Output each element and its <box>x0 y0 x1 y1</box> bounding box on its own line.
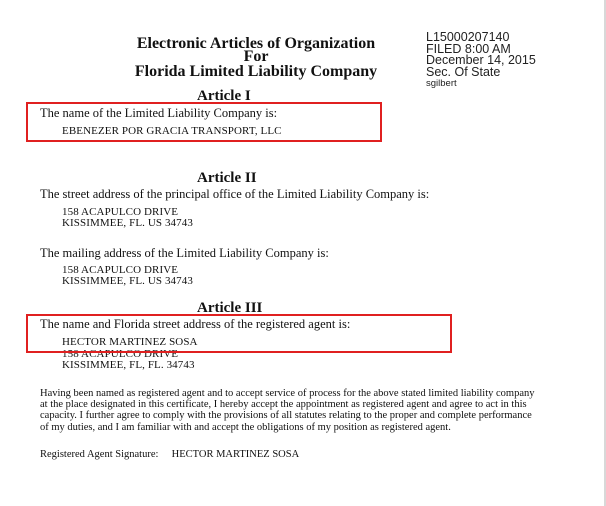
document-title: Electronic Articles of Organization <box>136 35 376 52</box>
registered-agent-address-line2: KISSIMMEE, FL, FL. 34743 <box>62 359 195 371</box>
agent-signature-line <box>40 449 540 460</box>
filing-user: sgilbert <box>426 78 457 89</box>
principal-address-line1: 158 ACAPULCO DRIVE <box>62 206 179 218</box>
filing-time: FILED 8:00 AM <box>426 41 511 56</box>
document-title-for: For <box>243 48 269 65</box>
principal-address-label: The street address of the principal office of the Limited Liability Company is: <box>40 187 430 201</box>
mailing-address-label: The mailing address of the Limited Liability Company is: <box>40 246 329 260</box>
company-name-value: EBENEZER POR GRACIA TRANSPORT, LLC <box>62 125 282 137</box>
filing-office: Sec. Of State <box>426 64 501 79</box>
filing-number: L15000207140 <box>426 30 510 44</box>
mailing-address-line1: 158 ACAPULCO DRIVE <box>62 264 179 276</box>
article-1-heading: Article I <box>197 88 251 104</box>
agent-acceptance-text: Having been named as registered agent and to accept service of process for the above stated limited liability company at the place designated in this certificate, I hereby accept the appointment as registered agent and agree to act in this capacity. I further agree to comply with the provisions of all statutes relating to the proper and complete performance of my duties, and I am familiar with and accept the obligations of my position as registered agent. <box>40 388 535 433</box>
registered-agent-address-line1: 158 ACAPULCO DRIVE <box>62 348 179 360</box>
principal-address-line2: KISSIMMEE, FL. US 34743 <box>62 217 193 229</box>
filing-stamp <box>426 32 536 89</box>
registered-agent-label: The name and Florida street address of the registered agent is: <box>40 317 351 331</box>
article-3-heading: Article III <box>197 300 263 316</box>
filing-date: December 14, 2015 <box>426 53 536 67</box>
highlight-box-registered-agent <box>26 314 452 353</box>
registered-agent-name: HECTOR MARTINEZ SOSA <box>62 336 198 348</box>
signature-label: Registered Agent Signature: <box>40 449 159 460</box>
document-subtitle: Florida Limited Liability Company <box>134 63 378 80</box>
article-2-heading: Article II <box>197 170 257 186</box>
mailing-address-line2: KISSIMMEE, FL. US 34743 <box>62 275 193 287</box>
highlight-box-company-name <box>26 102 382 142</box>
signature-name: HECTOR MARTINEZ SOSA <box>171 449 300 460</box>
company-name-label: The name of the Limited Liability Company is: <box>40 106 278 120</box>
